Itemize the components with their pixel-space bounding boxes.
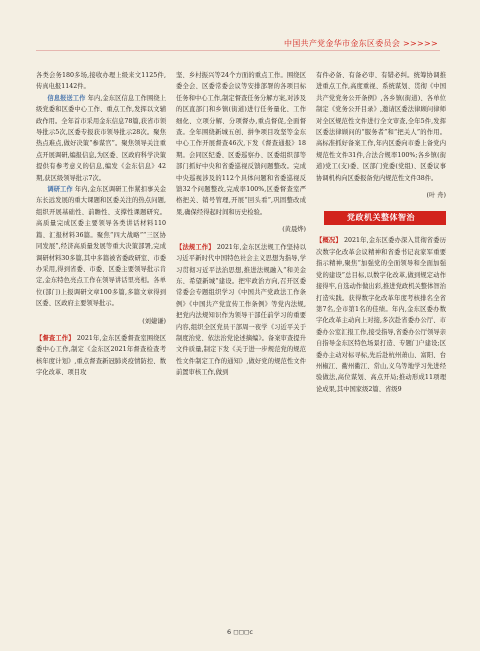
paragraph: 有件必备、有备必审、有错必纠。统筹协调推进重点工作,高度重视、系统谋划、贯彻《中国共产党党务公开条例》,各乡镇(街道)、各单位制定《党务公开目录》,邀请区委法律顾问律师对全区规范性文件进行全文审查,全年5件,发挥区委法律顾问的“服务者”和“把关人”的作用。高标准抓好备案工作,年内区委向市委上备党内规范性文件31件,合法合规率100%;各乡镇(街道)党工(支)委、区部门党委(党组)、区委议事协调机构向区委报备党内规范性文件38件。: [316, 72, 446, 182]
author-signature: (刘婕谦): [142, 317, 166, 325]
section-body: 2021年,金东区法规工作坚持以习近平新时代中国特色社会主义思想为指导,学习贯彻习近平法治思想,推进法规融入“和美金东、希望新城”建设。把牢政治方向,召开区委常委会专题组织学习《中国共产党政法工作条例》《中国共产党宣传工作条例》等党内法规,把党内法规知识作为领导干部任前学习的重要内容,组织全区党员干部周一夜学《习近平关于制度治党、依法治党论述摘编》。备案审查提升文件质量,制定下发《关于进一步规范党的规范性文件制定工作的通知》,做好党的规范性文件前置审核工作,做到: [176, 243, 306, 377]
author-signature: (叶 舟): [426, 192, 446, 200]
page-footer: 6 ◻◻◻c: [227, 628, 253, 636]
section-body: 年内,金东区信息工作围绕上级党委和区委中心工作、重点工作,发挥以文辅政作用。全年首市采用金东信息78篇,获省市领导批示5次,区委专报获市领导批示28次。聚焦热点难点,做好决策“参谋官”。聚焦领导关注重点开展调研,编报信息,为区委、区政府科学决策提供有参考意义的信息,编发《金东信息》42期,获区级领导批示7次。: [36, 94, 166, 182]
section-heading: 信息报送工作: [47, 94, 86, 102]
section-body: 2021年,金东区委办深入贯彻省委历次数字化改革会议精神和省委书记袁家军重要指示精神,聚焦“加强党的全面领导和全面加强党的建设”总目标,以数字化改革,做到规定动作接得牢,自选动作做出彩,推进党政机关整体智治打造实践。获得数字化改革年度考核排名全省第7名,全市第1名的佳绩。年内,金东区委办数字化改革主动向上对接,多次赴省委办公厅、市委办公室汇报工作,接受指导,省委办公厅领导亲自指导金东区特色场景打造、专题门户建设;区委办主动对标寻标,先后赴杭州萧山、富阳、台州椒江、衢州衢江、常山,义乌等地学习先进经验做法,高位谋划、高点开局;推动形成11项理论成果,其中国家级2篇、省级9: [316, 237, 446, 393]
section-banner: [316, 209, 446, 227]
section-heading: 调研工作: [47, 186, 73, 194]
column-3: [316, 70, 446, 395]
paragraph: 各类会务180多场,接收办理上级来文1125件,传真电报1142件。: [36, 72, 166, 91]
section-heading: 【督查工作】: [36, 334, 75, 342]
paragraph: 坚、乡村振兴等24个方面的重点工作。围绕区委全会、区委常委会议等安排部署的各项目标任务和中心工作,制定督查任务分解方案,对涉及的区直部门和乡镇(街道)进行任务量化、工作细化、立项分解、分项督办,重点督促,全面督查。全年围绕新城五创、拼争项目攻坚等金东中心工作开展督查46次,下发《督查通报》18期。会同区纪委、区委巡察办、区委组织部等部门抓好中央和省委巡视反馈问题整改。完成中央巡视涉及的112个具体问题和省委巡视反馈32个问题整改,完成率100%,区委督查室严格把关、销号管理,开展“回头看”,巩固整改成果,确保经得起时间和历史检验。: [176, 72, 306, 216]
page-header: [0, 0, 480, 60]
column-1: [36, 70, 166, 379]
section-heading: 【概况】: [316, 237, 342, 245]
section-heading: 【法规工作】: [176, 243, 215, 251]
section-body: 2021年,金东区委督查室围绕区委中心工作,制定《金东区2021年督查检查考核年度计划》,重点督查新冠肺炎疫情防控、数字化改革、项目攻: [36, 334, 166, 377]
header-divider: [36, 50, 440, 51]
section-paragraph: [176, 242, 306, 379]
section-paragraph: [316, 235, 446, 395]
column-2: [176, 70, 306, 379]
section-body: 年内,金东区调研工作紧扣事关金东长远发展的重大课题和区委关注的热点问题,组织开展基础性、前瞻性、支撑性课题研究。高质量完成区委主要领导各类讲话材料110篇、汇报材料36篇。聚焦“四大战略”“三区协同发展”,经济高质量发展等重大决策部署,完成调研材料30多篇,其中多篇被省委政研室、市委办采用,得到省委、市委、区委主要领导批示肯定,金东特色亮点工作在领导讲话里亮相。各单位(部门)上报调研文章100多篇,多篇文章得到区委、区政府主要领导批示。: [36, 186, 166, 308]
header-title: 中国共产党金华市金东区委员会 >>>>>: [283, 39, 438, 48]
section-paragraph: [36, 93, 166, 184]
section-paragraph: [36, 184, 166, 309]
section-paragraph: [36, 333, 166, 379]
author-signature: (黄晨烨): [282, 226, 306, 234]
banner-title: 党政机关整体智治: [347, 213, 415, 223]
